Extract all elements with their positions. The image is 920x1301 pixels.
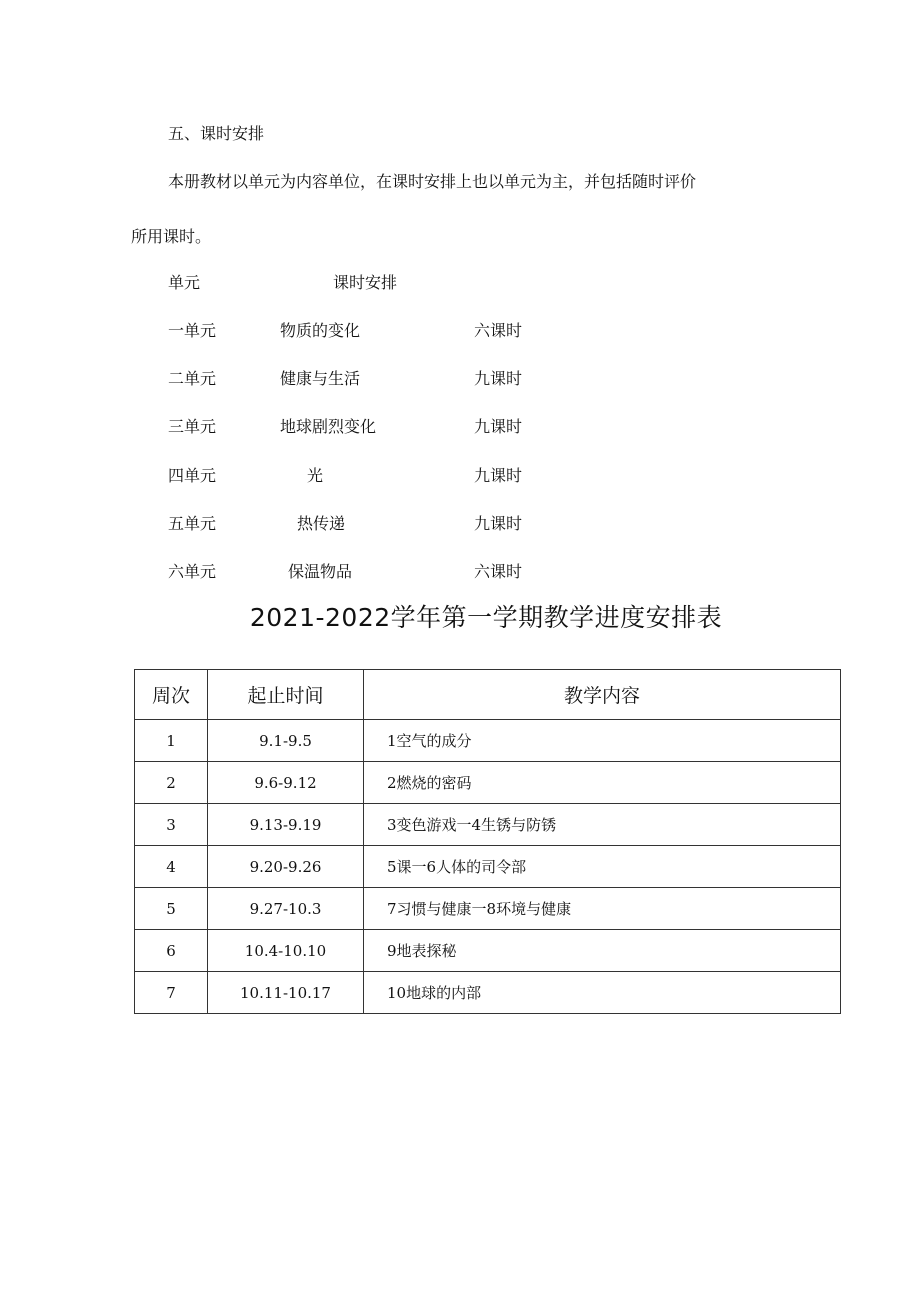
table-row — [135, 888, 841, 930]
unit-topic: 热传递 — [297, 514, 346, 533]
unit-list-header-hours: 课时安排 — [333, 273, 398, 292]
week-cell: 2 — [135, 762, 208, 804]
unit-name: 六单元 — [168, 562, 217, 581]
week-cell: 6 — [135, 930, 208, 972]
column-header-week: 周次 — [135, 670, 208, 720]
week-cell: 4 — [135, 846, 208, 888]
dates-cell: 9.6-9.12 — [208, 762, 364, 804]
content-cell: 1空气的成分 — [364, 720, 841, 762]
week-cell: 3 — [135, 804, 208, 846]
unit-name: 五单元 — [168, 514, 217, 533]
unit-topic: 保温物品 — [288, 562, 353, 581]
content-cell: 10地球的内部 — [364, 972, 841, 1014]
content-cell: 7习惯与健康一8环境与健康 — [364, 888, 841, 930]
unit-hours: 六课时 — [474, 562, 523, 581]
intro-paragraph-line1: 本册教材以单元为内容单位，在课时安排上也以单元为主，并包括随时评价 — [168, 172, 697, 191]
content-cell: 5课一6人体的司令部 — [364, 846, 841, 888]
unit-hours: 九课时 — [474, 514, 523, 533]
content-cell: 2燃烧的密码 — [364, 762, 841, 804]
unit-topic: 光 — [307, 466, 324, 485]
dates-cell: 9.1-9.5 — [208, 720, 364, 762]
week-cell: 1 — [135, 720, 208, 762]
column-header-dates: 起止时间 — [208, 670, 364, 720]
table-row — [135, 930, 841, 972]
content-cell: 9地表探秘 — [364, 930, 841, 972]
table-row — [135, 804, 841, 846]
week-cell: 7 — [135, 972, 208, 1014]
unit-topic: 健康与生活 — [280, 369, 361, 388]
unit-name: 三单元 — [168, 417, 217, 436]
schedule-table — [134, 669, 841, 1014]
week-cell: 5 — [135, 888, 208, 930]
unit-list-header-unit: 单元 — [168, 273, 201, 292]
dates-cell: 9.20-9.26 — [208, 846, 364, 888]
unit-topic: 物质的变化 — [280, 321, 361, 340]
unit-hours: 六课时 — [474, 321, 523, 340]
dates-cell: 9.27-10.3 — [208, 888, 364, 930]
content-cell: 3变色游戏一4生锈与防锈 — [364, 804, 841, 846]
unit-hours: 九课时 — [474, 466, 523, 485]
dates-cell: 9.13-9.19 — [208, 804, 364, 846]
section-heading: 五、课时安排 — [168, 124, 265, 143]
column-header-content: 教学内容 — [364, 670, 841, 720]
table-row — [135, 720, 841, 762]
table-header-row — [135, 670, 841, 720]
schedule-title: 2021-2022学年第一学期教学进度安排表 — [249, 603, 723, 632]
dates-cell: 10.4-10.10 — [208, 930, 364, 972]
unit-hours: 九课时 — [474, 417, 523, 436]
table-row — [135, 972, 841, 1014]
intro-paragraph-line2: 所用课时。 — [131, 227, 212, 246]
unit-name: 四单元 — [168, 466, 217, 485]
unit-hours: 九课时 — [474, 369, 523, 388]
unit-name: 二单元 — [168, 369, 217, 388]
unit-name: 一单元 — [168, 321, 217, 340]
table-row — [135, 846, 841, 888]
dates-cell: 10.11-10.17 — [208, 972, 364, 1014]
unit-topic: 地球剧烈变化 — [280, 417, 377, 436]
table-row — [135, 762, 841, 804]
